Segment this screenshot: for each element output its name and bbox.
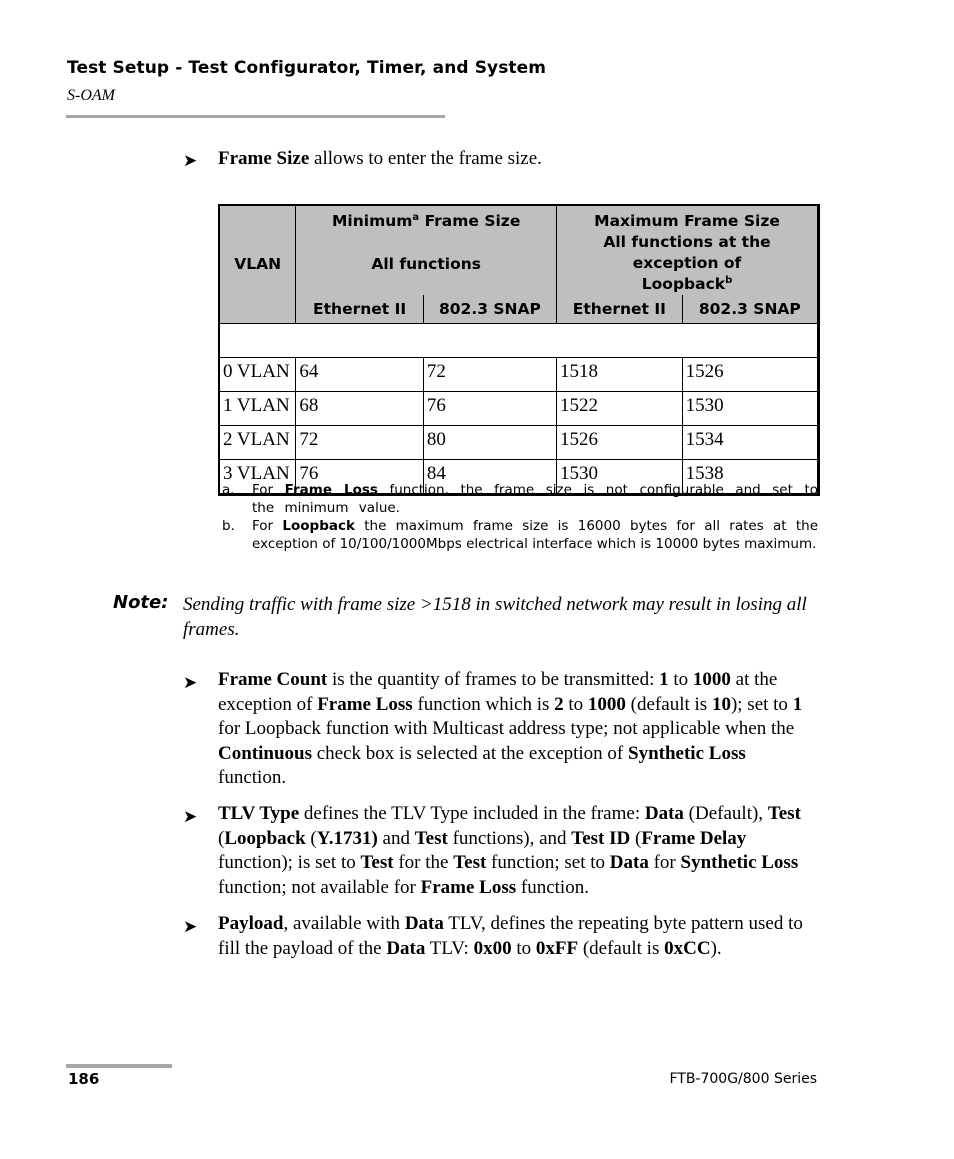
header-snap-min: 802.3 SNAP <box>423 295 556 323</box>
frame-size-text: allows to enter the frame size. <box>309 148 542 169</box>
cell-min-ethernet: 68 <box>296 391 424 425</box>
cell-max-snap: 1530 <box>682 391 818 425</box>
cell-max-snap: 1534 <box>682 425 818 459</box>
note-text: Sending traffic with frame size >1518 in switched network may result in losing all frames. <box>183 594 807 640</box>
cell-max-ethernet: 1526 <box>557 425 683 459</box>
footnote-a: a. For Frame Loss function, the frame size is not configurable and set to the minimum value. <box>222 482 819 516</box>
cell-vlan: 3 VLAN <box>219 459 296 494</box>
header-snap-max: 802.3 SNAP <box>682 295 818 323</box>
bullet-icon: ➤ <box>183 151 198 170</box>
frame-count-paragraph: Frame Count is the quantity of frames to be transmitted: 1 to 1000 at the exception of Frame Loss function which is 2 to 1000 (default is 10); set to 1 for Loopback function with Multicast address type; not applicable when the Continuous check box is selected at the exception of Synthetic Loss function. <box>218 669 803 789</box>
cell-max-ethernet: 1522 <box>557 391 683 425</box>
cell-vlan: 1 VLAN <box>219 391 296 425</box>
footnote-b-label: b. <box>222 518 235 534</box>
header-maximum-sub: All functions at the exception of Loopback$^b$ <box>557 232 819 295</box>
frame-size-paragraph <box>218 147 818 172</box>
table-row <box>219 391 819 425</box>
frame-size-table <box>218 204 820 496</box>
cell-max-ethernet: 1530 <box>557 459 683 494</box>
header-vlan: VLAN <box>219 205 296 323</box>
footnote-b-term: Loopback <box>282 518 355 534</box>
note-label: Note: <box>113 592 169 613</box>
header-minimum: Minimum$^a$ Frame Size <box>296 205 557 232</box>
footnote-b: b. For Loopback the maximum frame size is 16000 bytes for all rates at the exception of 10/100/1000Mbps electrical interface which is 10000 bytes maximum. <box>222 518 819 552</box>
footnote-a-term: Frame Loss <box>284 482 378 498</box>
bullet-icon: ➤ <box>183 673 198 692</box>
product-series: FTB-700G/800 Series <box>669 1071 817 1087</box>
header-minimum-sub: All functions <box>296 232 557 295</box>
table-row <box>219 357 819 391</box>
cell-min-ethernet: 72 <box>296 425 424 459</box>
cell-vlan: 2 VLAN <box>219 425 296 459</box>
header-maximum: Maximum Frame Size <box>557 205 819 232</box>
header-ethernet-max: Ethernet II <box>557 295 683 323</box>
table-row <box>219 425 819 459</box>
cell-min-snap: 76 <box>423 391 556 425</box>
footer-divider <box>66 1064 172 1068</box>
header-ethernet-min: Ethernet II <box>296 295 424 323</box>
section-subtitle: S-OAM <box>67 87 115 104</box>
cell-max-ethernet: 1518 <box>557 357 683 391</box>
cell-min-snap: 72 <box>423 357 556 391</box>
cell-min-ethernet: 76 <box>296 459 424 494</box>
frame-size-term: Frame Size <box>218 148 310 169</box>
cell-max-snap: 1538 <box>682 459 818 494</box>
tlv-type-paragraph: TLV Type defines the TLV Type included in the frame: Data (Default), Test (Loopback (Y.1731) and Test functions), and Test ID (Frame Delay function); is set to Test for the Test function; set to Data for Synthetic Loss function; not available for Frame Loss function. <box>218 803 801 898</box>
cell-min-ethernet: 64 <box>296 357 424 391</box>
cell-min-snap: 84 <box>423 459 556 494</box>
section-title: Test Setup - Test Configurator, Timer, and System <box>67 58 547 78</box>
cell-max-snap: 1526 <box>682 357 818 391</box>
cell-vlan: 0 VLAN <box>219 357 296 391</box>
bullet-icon: ➤ <box>183 917 198 936</box>
footnote-a-label: a. <box>222 482 235 498</box>
payload-paragraph: Payload, available with Data TLV, defines the repeating byte pattern used to fill the payload of the Data TLV: 0x00 to 0xFF (default is 0xCC). <box>218 913 803 959</box>
header-separator <box>219 323 819 357</box>
cell-min-snap: 80 <box>423 425 556 459</box>
header-divider <box>66 115 445 118</box>
bullet-icon: ➤ <box>183 807 198 826</box>
page-number: 186 <box>68 1070 100 1088</box>
